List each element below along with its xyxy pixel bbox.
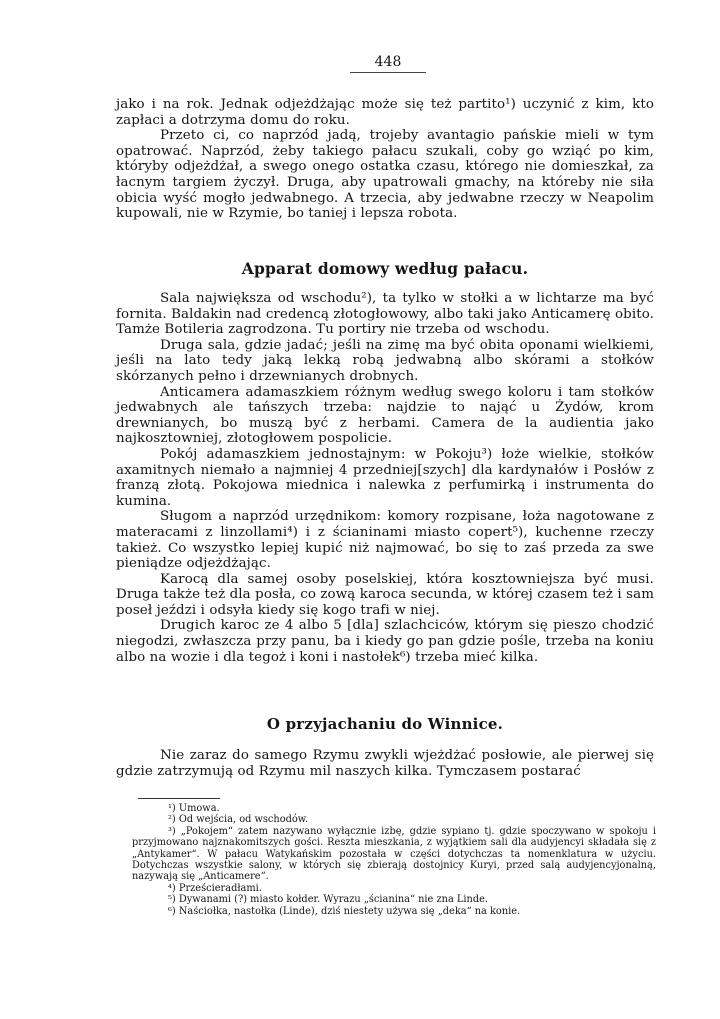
- paragraph-drugich-karoc: Drugich karoc ze 4 albo 5 [dla] szlachciców, którym się pieszo chodzić niegodzi, zwłaszcza przy panu, ba i kiedy go pan gdzie pośle, trzeba na koniu albo na wozie i dla tegoż i koni i nastołek⁶) trzeba mieć kilka.: [116, 618, 654, 665]
- footnote-2: ²) Od wejścia, od wschodów.: [168, 814, 309, 826]
- footnote-separator: [138, 798, 220, 799]
- paragraph-anticamera: Anticamera adamaszkiem różnym według swego koloru i tam stołków jedwabnych ale tańszych trzeba: najdzie to nająć u Żydów, krom drewnianych, bo muszą być z herbami. Camera de la audientia jako najkosztowniej, złotogłowem pospolicie.: [116, 384, 654, 447]
- paragraph-slugom: Sługom a naprzód urzędnikom: komory rozpisane, łoża nagotowane z materacami z linzollami⁴) i z ścianinami miasto copert⁵), kuchenne rzeczy takież. Co wszystko lepiej kupić niż najmować, bo się to zaś przeda za swe pieniądze odjeżdżając.: [116, 509, 654, 572]
- intro-paragraph-2: Przeto ci, co naprzód jadą, trojeby avantagio pańskie mieli w tym opatrować. Naprzód, żeby takiego pałacu szukali, coby go wziąć po kim, któryby odjeżdżał, a swego onego ostatka czasu, którego nie domieszkał, za łacnym targiem życzył. Druga, aby upatrowali gmachy, na któreby nie siła obicia wyść mogło jedwabnego. A trzecia, aby jedwabne rzeczy w Neapolim kupowali, nie w Rzymie, bo taniej i lepsza robota.: [116, 128, 654, 222]
- footnote-5: ⁵) Dywanami (?) miasto kołder. Wyrazu „ścianina“ nie zna Linde.: [168, 894, 489, 906]
- footnote-6: ⁶) Naściołka, nastołka (Linde), dziś niestety używa się „deka“ na konie.: [168, 905, 521, 917]
- section-1-body: [116, 291, 654, 665]
- section-2-body: [116, 748, 654, 779]
- footnotes: [132, 803, 656, 917]
- footnote-1: ¹) Umowa.: [168, 803, 220, 814]
- page-number: 448: [350, 54, 426, 73]
- footnote-4: ⁴) Prześcieradłami.: [168, 882, 262, 894]
- section-1-heading-wrap: [116, 259, 654, 278]
- paragraph-sala: Sala największa od wschodu²), ta tylko w stołki a w lichtarze ma być fornita. Baldakin nad credencą złotogłowowy, albo taki jako Anticamerę obito. Tamże Botileria zagrodzona. Tu portiry nie trzeba od wschodu.: [116, 291, 654, 338]
- intro-paragraph-1: jako i na rok. Jednak odjeżdżając może się też partito¹) uczynić z kim, kto zapłaci a dotrzyma domu do roku.: [116, 97, 654, 128]
- section-heading-winnice: O przyjachaniu do Winnice.: [266, 715, 504, 733]
- paragraph-druga-sala: Druga sala, gdzie jadać; jeśli na zimę ma być obita oponami wielkiemi, jeśli na lato tedy jaką lekką robą jedwabną albo skórami a stołków skórzanych pełno i drzewnianych drobnych.: [116, 337, 654, 384]
- paragraph-karoca: Karocą dla samej osoby poselskiej, która kosztowniejsza być musi. Druga także też dla posła, co zową karoca secunda, w której czasem też i sam poseł jeździ i odsyła kiedy się kogo trafi w niej.: [116, 571, 654, 618]
- footnote-3: ³) „Pokojem“ zatem nazywano wyłącznie izbę, gdzie sypiano tj. gdzie spoczywano w spokoju i przyjmowano najznakomitszych gości. Reszta mieszkania, z wyjątkiem sali dla audyjencyi składała się z „Antykamer“. W pałacu Watykańskim pozostała w części dotychczas ta nomenklatura w użyciu. Dotychczas wszystkie salony, w których się zbierają dostojnicy Kuryi, przed salą audyjencyjonalną, nazywają się „Anticamere“.: [132, 825, 656, 883]
- paragraph-nie-zaraz: Nie zaraz do samego Rzymu zwykli wjeżdżać posłowie, ale pierwej się gdzie zatrzymują od Rzymu mil naszych kilka. Tymczasem postarać: [116, 748, 654, 779]
- intro-text: [116, 97, 654, 222]
- section-heading-apparat: Apparat domowy według pałacu.: [241, 259, 529, 278]
- paragraph-pokoj: Pokój adamaszkiem jednostajnym: w Pokoju³) łoże wielkie, stołków axamitnych niemało a najmniej 4 przedniej[szych] dla kardynałów i Posłów z franzą złotą. Pokojowa miednica i nalewka z perfumirką i instrumenta do kumina.: [116, 446, 654, 509]
- section-2-heading-wrap: [116, 715, 654, 733]
